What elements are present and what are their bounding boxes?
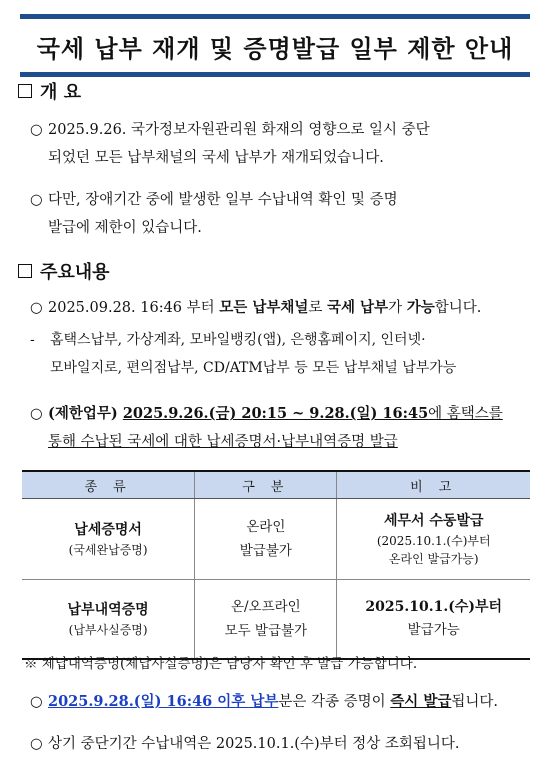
section-main-heading: 주요내용	[18, 258, 110, 284]
table-cell-division: 온라인 발급불가	[195, 499, 337, 580]
main-paragraph-2: ○ (제한업무) 2025.9.26.(금) 20:15 ~ 9.28.(일) 16:45에 홈택스를 통해 수납된 국세에 대한 납세증명서·납부내역증명 발급	[30, 400, 530, 456]
table-cell-note: 세무서 수동발급 (2025.10.1.(수)부터 온라인 발급가능)	[337, 499, 530, 580]
main-sub-list: - 홈택스납부, 가상계좌, 모바일뱅킹(앱), 은행홈페이지, 인터넷· 모바일지로, 편의점납부, CD/ATM납부 등 모든 납부채널 납부가능	[30, 332, 457, 376]
bullet-icon: ○	[30, 736, 43, 752]
overview-paragraph-2: ○ 다만, 장애기간 중에 발생한 일부 수납내역 확인 및 증명 발급에 제한이 있습니다.	[30, 186, 530, 242]
table-header-note: 비 고	[337, 471, 530, 499]
bottom-paragraph-1: ○ 2025.9.28.(일) 16:46 이후 납부분은 각종 증명이 즉시 발급됩니다.	[30, 688, 530, 716]
bullet-icon: ○	[30, 122, 43, 138]
bullet-icon: ○	[30, 406, 43, 422]
section-overview-heading: 개 요	[18, 78, 81, 104]
bullet-icon: ○	[30, 192, 43, 208]
bullet-icon: ○	[30, 694, 43, 710]
bottom-paragraph-2: ○ 상기 중단기간 수납내역은 2025.10.1.(수)부터 정상 조회됩니다.	[30, 730, 530, 758]
table-cell-type: 납부내역증명 (납부사실증명)	[22, 580, 195, 660]
table-row	[22, 580, 530, 660]
table-header-division: 구 분	[195, 471, 337, 499]
table-cell-type: 납세증명서 (국세완납증명)	[22, 499, 195, 580]
main-paragraph-1: ○ 2025.09.28. 16:46 부터 모든 납부채널로 국세 납부가 가능합니다.	[30, 294, 530, 322]
square-icon	[18, 264, 32, 278]
table-header-type: 종 류	[22, 471, 195, 499]
page-title: 국세 납부 재개 및 증명발급 일부 제한 안내	[36, 35, 514, 63]
bullet-icon: ○	[30, 300, 43, 316]
table-cell-note: 2025.10.1.(수)부터 발급가능	[337, 580, 530, 660]
footnote: ※ 체납내역증명(체납사실증명)은 담당자 확인 후 발급 가능합니다.	[24, 656, 418, 672]
restriction-table	[22, 470, 530, 660]
title-block	[20, 14, 530, 77]
table-cell-division: 온/오프라인 모두 발급불가	[195, 580, 337, 660]
title-bottom-rule	[20, 72, 530, 77]
table-row	[22, 499, 530, 580]
square-icon	[18, 84, 32, 98]
overview-paragraph-1: ○ 2025.9.26. 국가정보자원관리원 화재의 영향으로 일시 중단 되었던 모든 납부채널의 국세 납부가 재개되었습니다.	[30, 116, 530, 172]
table-header-row	[22, 471, 530, 499]
